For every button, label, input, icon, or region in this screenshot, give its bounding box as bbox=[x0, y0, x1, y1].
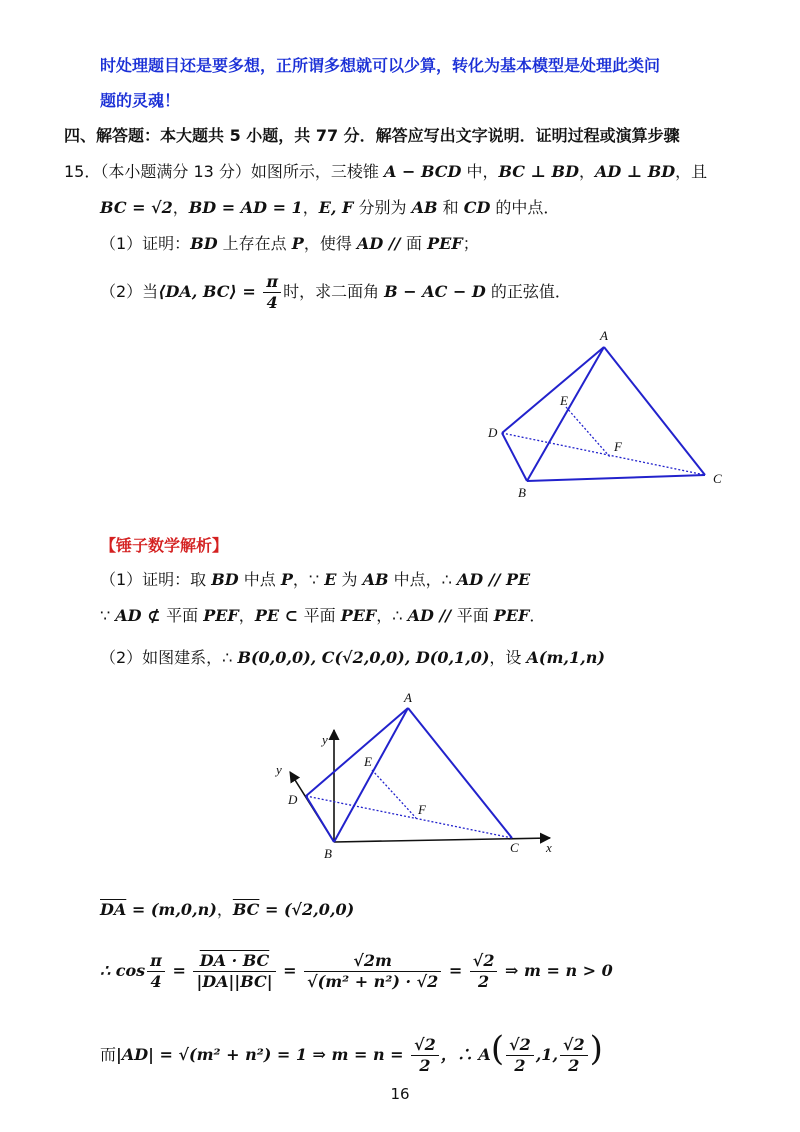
numerator: √2 bbox=[411, 1035, 439, 1056]
label-e: E bbox=[364, 754, 372, 769]
math: ⇒ m = n > 0 bbox=[499, 961, 613, 980]
solution-text: 为 bbox=[336, 570, 363, 589]
math: BD = AD = 1 bbox=[188, 198, 303, 217]
problem-part-2 bbox=[100, 270, 571, 314]
math: AD ⊄ bbox=[115, 606, 167, 625]
math: BC ⊥ BD bbox=[498, 162, 579, 181]
part-label: （2）当 bbox=[100, 282, 159, 301]
math: = bbox=[443, 961, 468, 980]
paren: ( bbox=[490, 1029, 505, 1069]
edge-bc bbox=[527, 475, 705, 481]
solution-text: ∵ bbox=[100, 606, 116, 625]
solution-heading: 【锤子数学解析】 bbox=[100, 536, 229, 555]
math: |AD| = √(m² + n²) = 1 ⇒ m = n = bbox=[116, 1045, 410, 1064]
math: E, F bbox=[318, 198, 354, 217]
math: = (√2,0,0) bbox=[259, 900, 355, 919]
vector-da: $\overline{DA}$ bbox=[100, 900, 127, 919]
math: BD bbox=[190, 234, 218, 253]
math: B(0,0,0), C(√2,0,0), D(0,1,0) bbox=[237, 648, 490, 667]
problem-text: 的中点． bbox=[490, 198, 560, 217]
label-e: E bbox=[560, 393, 568, 408]
math: PEF bbox=[340, 606, 377, 625]
math: AD // bbox=[356, 234, 407, 253]
label-vertical-axis: y bbox=[322, 732, 328, 747]
math: AB bbox=[411, 198, 438, 217]
math: A − BCD bbox=[384, 162, 462, 181]
problem-text: ，使得 bbox=[303, 234, 357, 253]
solution-text: ． bbox=[529, 606, 546, 625]
label-d: D bbox=[488, 425, 498, 440]
problem-line-2 bbox=[100, 196, 559, 220]
fraction bbox=[411, 1035, 439, 1076]
problem-text: 面 bbox=[406, 234, 428, 253]
math: PE ⊂ bbox=[254, 606, 304, 625]
solution-eq-ad bbox=[100, 1022, 603, 1082]
solution-eq-cos bbox=[100, 944, 613, 998]
math: = bbox=[236, 282, 262, 301]
solution-text: 中点 bbox=[238, 570, 281, 589]
math: = (m,0,n) bbox=[126, 900, 217, 919]
label-a: A bbox=[404, 690, 412, 705]
numerator: √2m bbox=[304, 951, 441, 972]
solution-text: 平面 bbox=[166, 606, 204, 625]
solution-text: 平面 bbox=[303, 606, 341, 625]
solution-text: 平面 bbox=[456, 606, 494, 625]
fraction bbox=[147, 951, 165, 992]
fraction bbox=[560, 1035, 588, 1076]
label-d: D bbox=[288, 792, 298, 807]
math: AB bbox=[362, 570, 389, 589]
edge-ad bbox=[502, 347, 604, 433]
solution-step-1 bbox=[100, 568, 530, 592]
problem-text: ， bbox=[302, 198, 319, 217]
label-y-axis: y bbox=[276, 762, 282, 777]
solution-step-2 bbox=[100, 604, 545, 628]
label-f: F bbox=[418, 802, 426, 817]
problem-text: 时，求二面角 bbox=[283, 282, 385, 301]
label-b: B bbox=[518, 485, 526, 500]
intro-line-2: 题的灵魂！ bbox=[100, 91, 181, 110]
problem-text: ； bbox=[462, 234, 479, 253]
problem-part-1 bbox=[100, 232, 479, 256]
edge-ac bbox=[408, 708, 512, 838]
solution-part-2-setup bbox=[100, 646, 605, 670]
problem-text: ， bbox=[578, 162, 595, 181]
section-heading: 四、解答题：本大题共 5 小题，共 77 分．解答应写出文字说明．证明过程或演算步骤 bbox=[64, 126, 680, 145]
page-number: 16 bbox=[390, 1085, 410, 1103]
problem-text: （本小题满分 13 分）如图所示，三棱锥 bbox=[100, 162, 384, 181]
denominator: 4 bbox=[266, 293, 278, 312]
problem-text: ，且 bbox=[675, 162, 708, 181]
edge-dc-hidden bbox=[502, 433, 705, 475]
solution-text: 而 bbox=[100, 1045, 117, 1064]
label-c: C bbox=[510, 840, 519, 855]
solution-text: （2）如图建系，∴ bbox=[100, 648, 238, 667]
figure-tetrahedron-1 bbox=[480, 325, 740, 500]
problem-text: 上存在点 bbox=[217, 234, 292, 253]
edge-ad bbox=[306, 708, 408, 796]
numerator: √2 bbox=[560, 1035, 588, 1056]
math: E bbox=[324, 570, 337, 589]
problem-text: 的正弦值． bbox=[485, 282, 571, 301]
label-c: C bbox=[713, 471, 722, 486]
part-label: （1）证明： bbox=[100, 234, 191, 253]
edge-ba bbox=[334, 708, 408, 842]
numerator: √2 bbox=[506, 1035, 534, 1056]
math: PEF bbox=[203, 606, 239, 625]
math: ∴ cos bbox=[100, 961, 146, 980]
solution-text: ，∵ bbox=[292, 570, 325, 589]
denominator: 2 bbox=[419, 1056, 431, 1075]
math: PEF bbox=[427, 234, 463, 253]
denominator: 2 bbox=[514, 1056, 526, 1075]
math: P bbox=[280, 570, 293, 589]
fraction bbox=[506, 1035, 534, 1076]
denominator: 2 bbox=[568, 1056, 580, 1075]
math: AD // bbox=[407, 606, 457, 625]
math: AD // PE bbox=[456, 570, 531, 589]
fraction bbox=[193, 951, 275, 992]
label-b: B bbox=[324, 846, 332, 861]
solution-text: 中点，∴ bbox=[388, 570, 457, 589]
label-f: F bbox=[614, 439, 622, 454]
problem-text: 和 bbox=[437, 198, 464, 217]
vector-bc: $\overline{BC}$ bbox=[232, 900, 260, 919]
problem-text: 分别为 bbox=[353, 198, 412, 217]
edge-db bbox=[502, 433, 527, 481]
segment-ef-hidden bbox=[566, 407, 610, 457]
math: = bbox=[277, 961, 303, 980]
numerator: √2 bbox=[470, 951, 498, 972]
math: A(m,1,n) bbox=[526, 648, 605, 667]
denominator: 2 bbox=[478, 972, 490, 991]
solution-text: （1）证明：取 bbox=[100, 570, 212, 589]
fraction bbox=[470, 951, 498, 992]
numerator: π bbox=[147, 951, 165, 972]
problem-line-1 bbox=[64, 160, 707, 184]
solution-eq-vectors bbox=[100, 898, 354, 922]
solution-text: ，∴ bbox=[376, 606, 408, 625]
math: PEF bbox=[493, 606, 530, 625]
edge-ac bbox=[604, 347, 705, 475]
denominator: √(m² + n²) · √2 bbox=[307, 972, 439, 991]
numerator: DA · BC bbox=[193, 951, 275, 972]
label-x-axis: x bbox=[546, 840, 552, 855]
numerator: π bbox=[263, 272, 281, 293]
math: BD bbox=[211, 570, 239, 589]
math: CD bbox=[463, 198, 491, 217]
math: = bbox=[166, 961, 192, 980]
math: ，∴ A bbox=[440, 1045, 491, 1064]
figure-tetrahedron-2 bbox=[270, 690, 570, 865]
vector-angle: ⟨DA, BC⟩ bbox=[158, 282, 237, 301]
label-a: A bbox=[600, 328, 608, 343]
fraction bbox=[304, 951, 441, 992]
math: BC = √2 bbox=[100, 198, 173, 217]
math: AD ⊥ BD bbox=[594, 162, 676, 181]
math: ,1, bbox=[535, 1045, 559, 1064]
edge-dc-hidden bbox=[306, 796, 512, 838]
math: B − AC − D bbox=[384, 282, 486, 301]
denominator: 4 bbox=[150, 972, 162, 991]
problem-number: 15． bbox=[64, 162, 101, 181]
solution-text: ， bbox=[238, 606, 255, 625]
denominator: |DA||BC| bbox=[196, 972, 273, 991]
paren: ) bbox=[589, 1029, 603, 1069]
math: P bbox=[291, 234, 304, 253]
segment-ef-hidden bbox=[372, 770, 416, 818]
solution-text: ，设 bbox=[489, 648, 527, 667]
problem-text: ， bbox=[172, 198, 189, 217]
fraction bbox=[263, 272, 281, 313]
separator: ， bbox=[216, 900, 233, 919]
intro-line-1: 时处理题目还是要多想，正所谓多想就可以少算，转化为基本模型是处理此类问 bbox=[100, 56, 661, 75]
edge-db bbox=[306, 796, 334, 842]
edge-ba bbox=[527, 347, 604, 481]
problem-text: 中， bbox=[461, 162, 499, 181]
